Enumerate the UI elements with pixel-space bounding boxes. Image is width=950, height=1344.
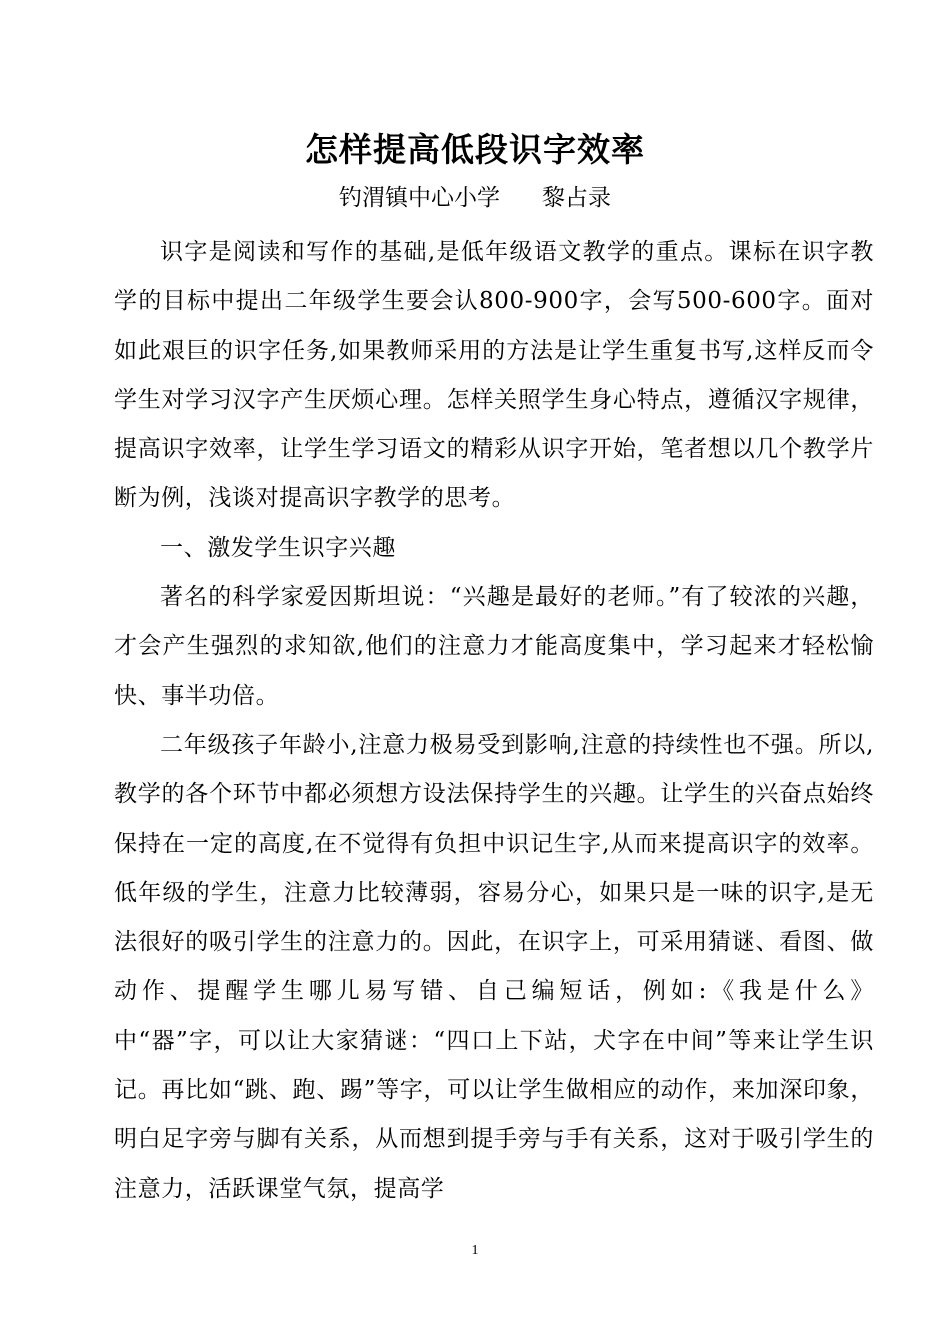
document-title: 怎样提高低段识字效率 [305,130,645,169]
page-number: 1 [471,1243,479,1258]
author-name: 黎占录 [542,185,611,211]
section-heading: 一、激发学生识字兴趣 [160,534,396,561]
document-body [114,228,874,1214]
byline [0,178,950,218]
paragraph-intro: 识字是阅读和写作的基础,是低年级语文教学的重点。课标在识字教学的目标中提出二年级学生要会认800-900字，会写500-600字。面对如此艰巨的识字任务,如果教师采用的方法是让学生重复书写,这样反而令学生对学习汉字产生厌烦心理。怎样关照学生身心特点，遵循汉字规律，提高识字效率，让学生学习语文的精彩从识字开始，笔者想以几个教学片断为例，浅谈对提高识字教学的思考。 [114,239,874,512]
school-name: 钓渭镇中心小学 [339,185,500,211]
paragraph-methods: 二年级孩子年龄小,注意力极易受到影响,注意的持续性也不强。所以,教学的各个环节中都必须想方设法保持学生的兴趣。让学生的兴奋点始终保持在一定的高度,在不觉得有负担中识记生字,从而来提高识字的效率。低年级的学生，注意力比较薄弱，容易分心，如果只是一味的识字,是无法很好的吸引学生的注意力的。因此，在识字上，可采用猜谜、看图、做动作、提醒学生哪儿易写错、自己编短话，例如:《我是什么》中“器”字，可以让大家猜谜：“四口上下站，犬字在中间”等来让学生识记。再比如“跳、跑、踢”等字，可以让学生做相应的动作，来加深印象，明白足字旁与脚有关系，从而想到提手旁与手有关系，这对于吸引学生的注意力，活跃课堂气氛，提高学 [114,731,874,1202]
paragraph-interest: 著名的科学家爱因斯坦说：“兴趣是最好的老师。”有了较浓的兴趣，才会产生强烈的求知欲,他们的注意力才能高度集中，学习起来才轻松愉快、事半功倍。 [114,584,874,709]
